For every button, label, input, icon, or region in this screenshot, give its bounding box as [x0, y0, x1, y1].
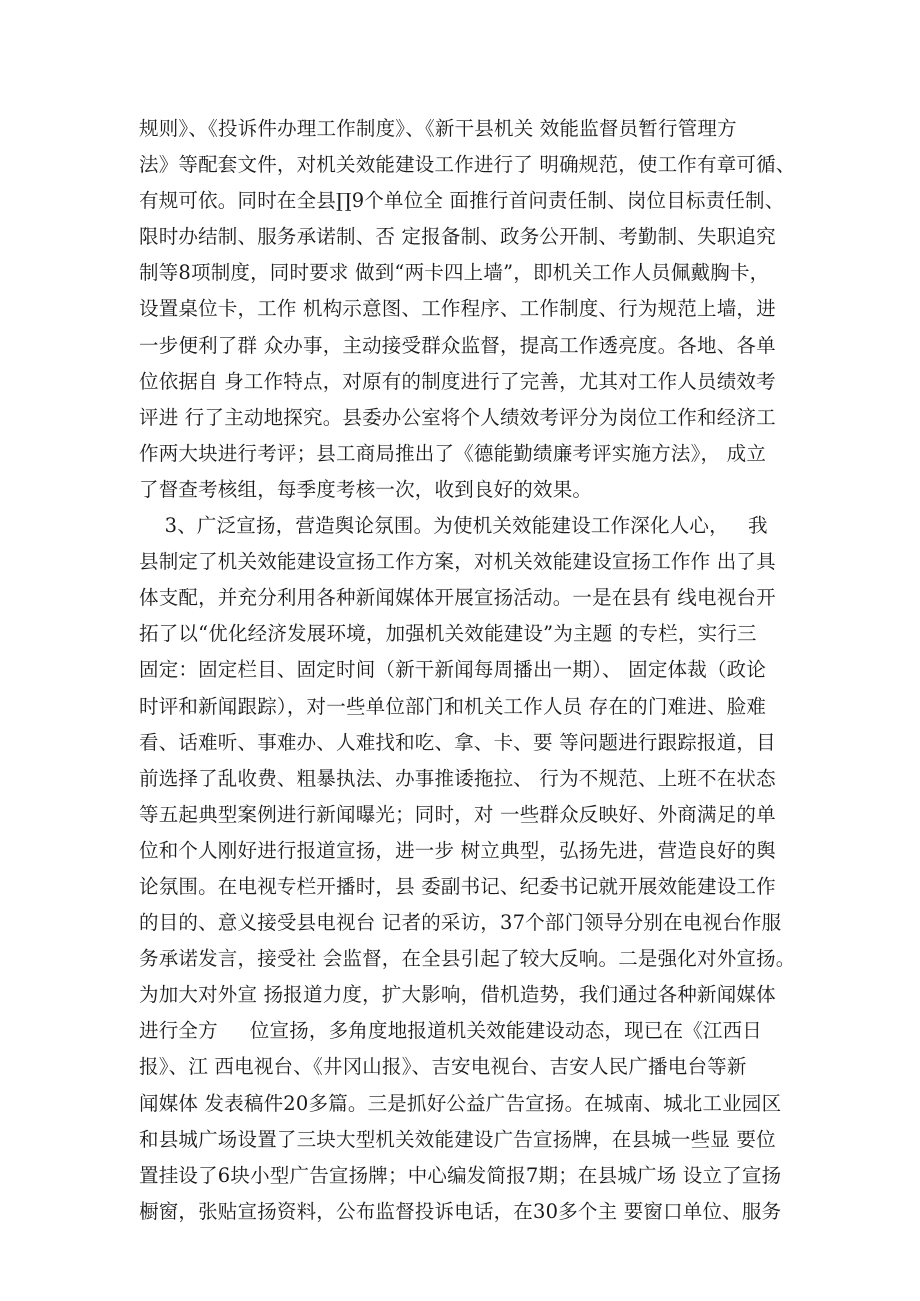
text-line: 位依据自 身工作特点，对原有的制度进行了完善，尤其对工作人员绩效考 — [139, 369, 776, 393]
text-line: 的目的、意义接受县电视台 记者的采访，37个部门领导分别在电视台作服 — [139, 911, 782, 935]
text-line: 看、话难听、事难办、人难找和吃、拿、卡、要 等问题进行跟踪报道，目 — [139, 730, 776, 754]
body-text — [139, 111, 799, 1230]
text-line: 县制定了机关效能建设宣扬工作方案，对机关效能建设宣扬工作作 出了具 — [139, 550, 776, 574]
text-line: 为加大对外宣 扬报道力度，扩大影响，借机造势，我们通过各种新闻媒体 — [139, 983, 776, 1007]
text-line: 体支配，并充分利用各种新闻媒体开展宣扬活动。一是在县有 线电视台开 — [139, 586, 776, 610]
text-line: 前选择了乱收费、粗暴执法、办事推诿拖拉、 行为不规范、上班不在状态 — [139, 766, 776, 790]
text-line: 限时办结制、服务承诺制、否 定报备制、政务公开制、考勤制、失职追究 — [139, 225, 776, 249]
text-line: 报》、江 西电视台、《井冈山报》、吉安电视台、吉安人民广播电台等新 — [139, 1055, 747, 1079]
text-line: 有规可依。同时在全县∏9个单位全 面推行首问责任制、岗位目标责任制、 — [139, 189, 785, 213]
text-line: 设置桌位卡，工作 机构示意图、工作程序、工作制度、行为规范上墙，进 — [139, 297, 776, 321]
text-line: 务承诺发言，接受社 会监督，在全县引起了较大反响。二是强化对外宣扬。 — [139, 947, 796, 971]
text-line: 进行全方 位宣扬，多角度地报道机关效能建设动态，现已在《江西日 — [139, 1019, 762, 1043]
text-line: 橱窗，张贴宣扬资料，公布监督投诉电话，在30多个主 要窗口单位、服务 — [139, 1199, 782, 1223]
text-line: 时评和新闻跟踪），对一些单位部门和机关工作人员 存在的门难进、脸难 — [139, 694, 767, 718]
paragraph-start-line: 3、广泛宣扬，营造舆论氛围。为使机关效能建设工作深化人心， 我 — [139, 514, 768, 538]
text-line: 一步便利了群 众办事，主动接受群众监督，提高工作透亮度。各地、各单 — [139, 333, 776, 357]
text-line: 法》等配套文件，对机关效能建设工作进行了 明确规范，使工作有章可循、 — [139, 153, 796, 177]
text-line: 了督查考核组，每季度考核一次，收到良好的效果。 — [139, 477, 593, 501]
text-line: 闻媒体 发表稿件20多篇。三是抓好公益广告宣扬。在城南、城北工业园区 — [139, 1091, 782, 1115]
text-line: 规则》、《投诉件办理工作制度》、《新干县机关 效能监督员暂行管理方 — [139, 117, 737, 140]
text-line: 和县城广场设置了三块大型机关效能建设广告宣扬牌，在县城一些显 要位 — [139, 1127, 776, 1151]
text-line: 评进 行了主动地探究。县委办公室将个人绩效考评分为岗位工作和经济工 — [139, 405, 776, 429]
text-line: 位和个人刚好进行报道宣扬，进一步 树立典型，弘扬先进，营造良好的舆 — [139, 838, 776, 862]
text-line: 固定：固定栏目、固定时间（新干新闻每周播出一期）、 固定体裁（政论 — [139, 658, 767, 682]
text-line: 等五起典型案例进行新闻曝光；同时，对 一些群众反映好、外商满足的单 — [139, 802, 776, 826]
text-line: 置挂设了6块小型广告宣扬牌；中心编发简报7期；在县城广场 设立了宣扬 — [139, 1163, 782, 1187]
text-line: 作两大块进行考评；县工商局推出了《德能勤绩廉考评实施方法》， 成立 — [139, 441, 767, 465]
text-line: 论氛围。在电视专栏开播时，县 委副书记、纪委书记就开展效能建设工作 — [139, 874, 776, 898]
text-line: 拓了以“优化经济发展环境，加强机关效能建设”为主题 的专栏，实行三 — [139, 622, 757, 646]
text-line: 制等8项制度，同时要求 做到“两卡四上墙”，即机关工作人员佩戴胸卡， — [139, 261, 770, 285]
